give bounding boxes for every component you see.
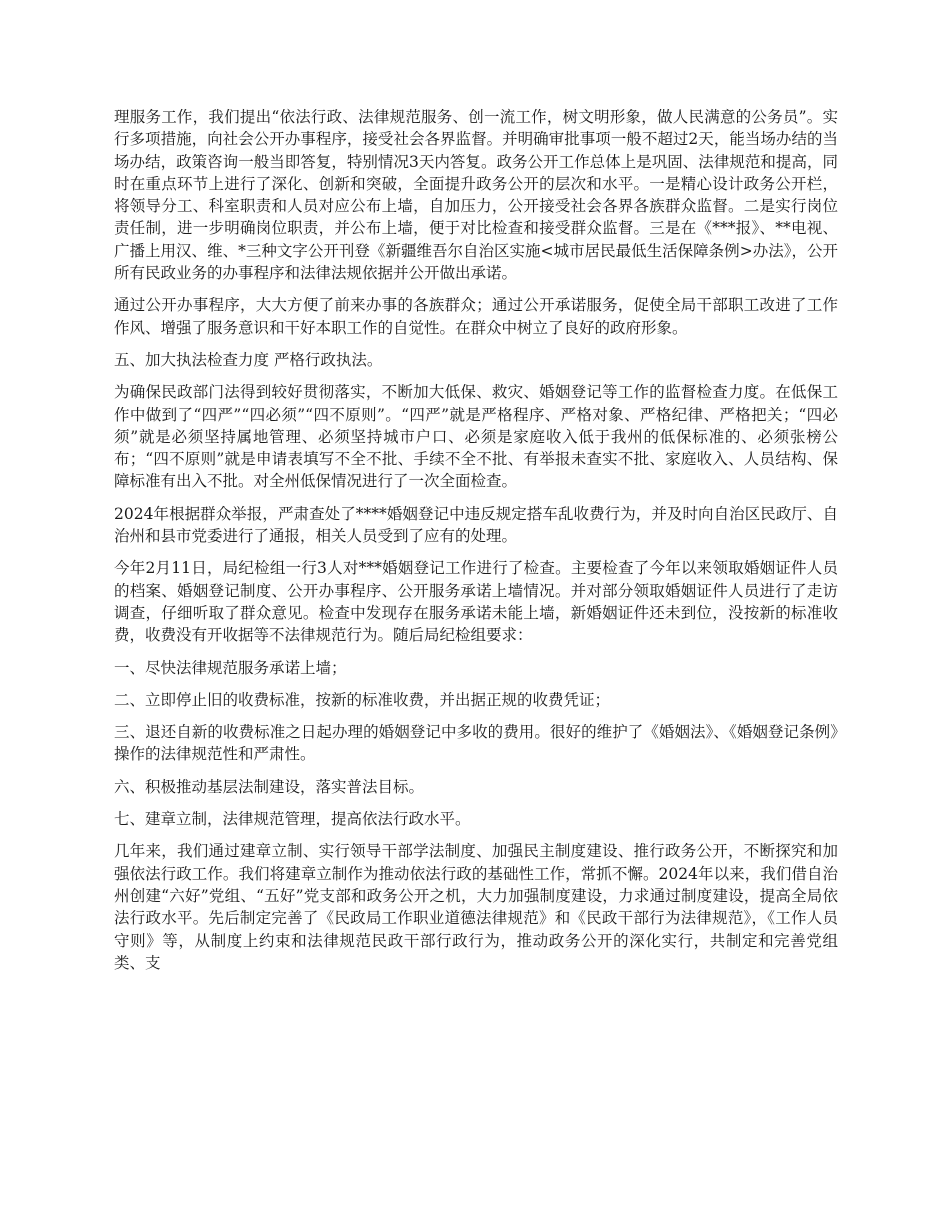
list-item-three: 三、退还自新的收费标准之日起办理的婚姻登记中多收的费用。很好的维护了《婚姻法》、《婚姻登记条例》操作的法律规范性和严肃性。 <box>114 723 838 764</box>
paragraph-2024-report: 2024年根据群众举报，严肃查处了****婚姻登记中违反规定搭车乱收费行为，并及时向自治区民政厅、自治州和县市党委进行了通报，相关人员受到了应有的处理。 <box>114 504 838 546</box>
paragraph-public-procedures-benefits: 通过公开办事程序，大大方便了前来办事的各族群众；通过公开承诺服务，促使全局干部职工改进了工作作风、增强了服务意识和干好本职工作的自觉性。在群众中树立了良好的政府形象。 <box>114 296 838 337</box>
paragraph-low-income-inspection: 为确保民政部门法得到较好贯彻落实，不断加大低保、救灾、婚姻登记等工作的监督检查力度。在低保工作中做到了“四严”“四必须”“四不原则”。“四严”就是严格程序、严格对象、严格纪律、严格把关；“四必须”就是必须坚持属地管理、必须坚持城市户口、必须是家庭收入低于我州的低保标准的、必须张榜公布；“四不原则”就是申请表填写不全不批、手续不全不批、有举报未查实不批、家庭收入、人员结构、保障标准有出入不批。对全州低保情况进行了一次全面检查。 <box>114 383 838 491</box>
section-heading-six: 六、积极推动基层法制建设，落实普法目标。 <box>114 777 425 796</box>
paragraph-marriage-inspection: 今年2月11日，局纪检组一行3人对***婚姻登记工作进行了检查。主要检查了今年以来领取婚姻证件人员的档案、婚姻登记制度、公开办事程序、公开服务承诺上墙情况。并对部分领取婚姻证件人员进行了走访调查，仔细听取了群众意见。检查中发现存在服务承诺未能上墙，新婚姻证件还未到位，没按新的标准收费，收费没有开收据等不法律规范行为。随后局纪检组要求： <box>114 559 838 645</box>
section-heading-five: 五、加大执法检查力度 严格行政执法。 <box>114 350 383 369</box>
document-page <box>114 106 838 984</box>
list-item-two: 二、立即停止旧的收费标准，按新的标准收费，并出据正规的收费凭证； <box>114 690 611 709</box>
paragraph-rules-building: 几年来，我们通过建章立制、实行领导干部学法制度、加强民主制度建设、推行政务公开，不断探究和加强依法行政工作。我们将建章立制作为推动依法行政的基础性工作，常抓不懈。2024年以来，我们借自治州创建“六好”党组、“五好”党支部和政务公开之机，大力加强制度建设，力求通过制度建设，提高全局依法行政水平。先后制定完善了《民政局工作职业道德法律规范》和《民政干部行为法律规范》，《工作人员守则》等，从制度上约束和法律规范民政干部行政行为，推动政务公开的深化实行，共制定和完善党组类、支 <box>114 842 838 972</box>
list-item-one: 一、尽快法律规范服务承诺上墙； <box>114 658 347 677</box>
paragraph-public-affairs: 理服务工作，我们提出“依法行政、法律规范服务、创一流工作，树文明形象，做人民满意的公务员”。实行多项措施，向社会公开办事程序，接受社会各界监督。并明确审批事项一般不超过2天，能当场办结的当场办结，政策咨询一般当即答复，特别情况3天内答复。政务公开工作总体上是巩固、法律规范和提高，同时在重点环节上进行了深化、创新和突破，全面提升政务公开的层次和水平。一是精心设计政务公开栏，将领导分工、科室职责和人员对应公布上墙，自加压力，公开接受社会各界各族群众监督。二是实行岗位责任制，进一步明确岗位职责，并公布上墙，便于对比检查和接受群众监督。三是在《***报》、**电视、广播上用汉、维、*三种文字公开刊登《新疆维吾尔自治区实施<城市居民最低生活保障条例>办法》，公开所有民政业务的办事程序和法律法规依据并公开做出承诺。 <box>114 108 838 283</box>
section-heading-seven: 七、建章立制，法律规范管理，提高依法行政水平。 <box>114 810 471 829</box>
